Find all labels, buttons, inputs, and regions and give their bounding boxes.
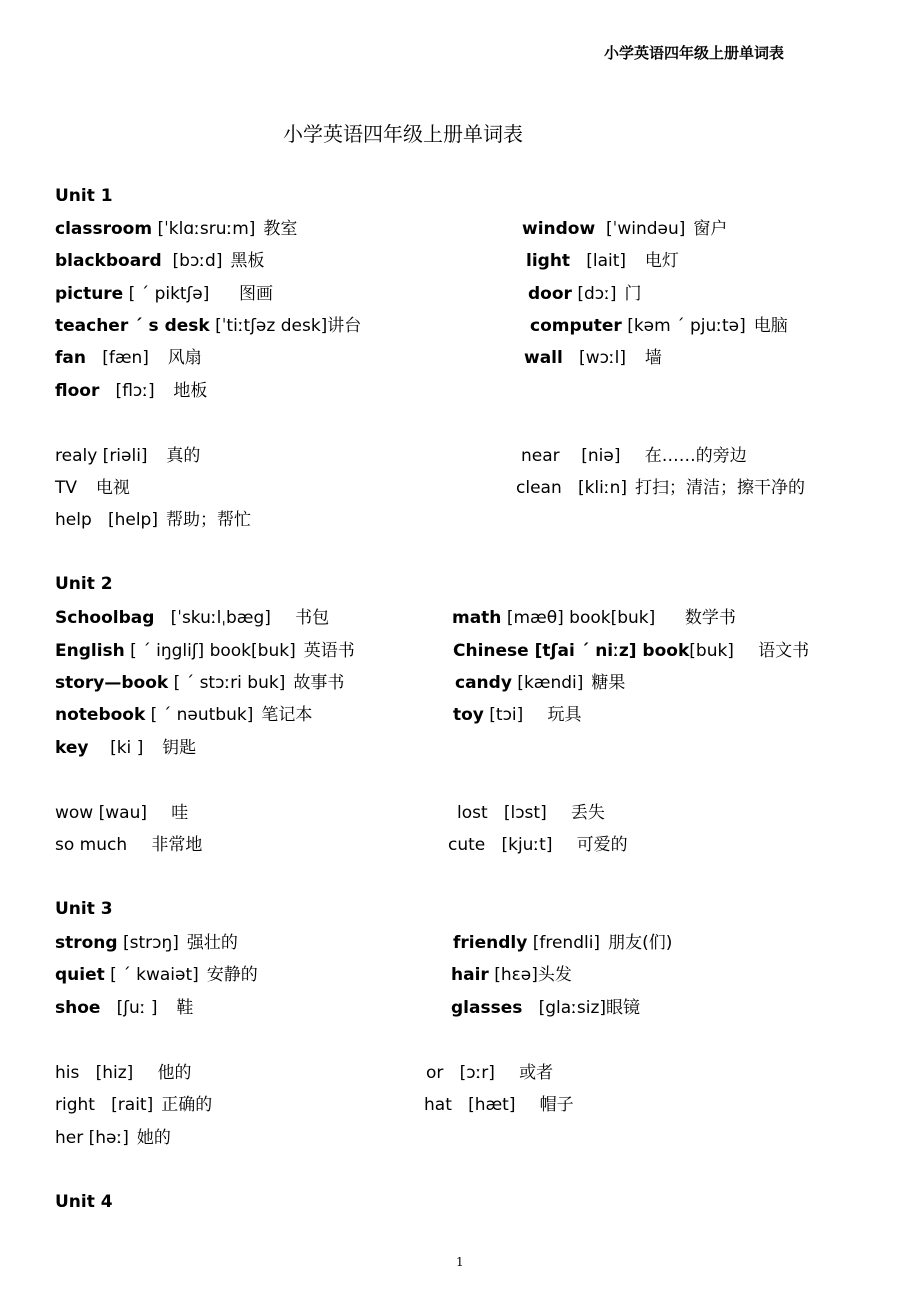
vocab-entry: teacher ˊ s desk [ˈtiːtʃəz desk]讲台	[55, 316, 362, 336]
vocab-entry: shoe [ʃuː ] 鞋	[55, 998, 194, 1018]
vocab-entry: lost [lɔst] 丢失	[457, 803, 605, 823]
vocab-entry: friendly [frendli] 朋友(们)	[453, 933, 673, 953]
vocab-entry: classroom [ˈklɑːsruːm] 教室	[55, 219, 298, 239]
vocab-entry: blackboard [bɔːd] 黑板	[55, 251, 265, 271]
vocab-entry: key [ki ] 钥匙	[55, 738, 197, 758]
vocab-entry: door [dɔː] 门	[528, 284, 642, 304]
vocab-entry: right [rait] 正确的	[55, 1095, 213, 1115]
vocab-entry: wow [wau] 哇	[55, 803, 189, 823]
vocab-entry: strong [strɔŋ] 强壮的	[55, 933, 238, 953]
vocab-entry: help [help] 帮助；帮忙	[55, 510, 251, 530]
vocab-entry: hat [hæt] 帽子	[424, 1095, 574, 1115]
unit-heading: Unit 3	[55, 899, 113, 919]
page-title: 小学英语四年级上册单词表	[283, 122, 523, 146]
vocab-entry: glasses [glaːsiz]眼镜	[451, 998, 640, 1018]
vocab-entry: light [lait] 电灯	[526, 251, 679, 271]
vocab-entry: hair [hɛə]头发	[451, 965, 572, 985]
vocab-entry: TV 电视	[55, 478, 130, 498]
vocab-entry: notebook [ ˊ nəutbuk] 笔记本	[55, 705, 313, 725]
vocab-entry: so much 非常地	[55, 835, 203, 855]
page-header: 小学英语四年级上册单词表	[604, 44, 785, 62]
vocab-entry: toy [tɔi] 玩具	[453, 705, 582, 725]
vocab-entry: realy [riəli] 真的	[55, 446, 201, 466]
unit-heading: Unit 2	[55, 574, 113, 594]
vocab-entry: Chinese [tʃai ˊ niːz] book[buk] 语文书	[453, 641, 810, 661]
vocab-entry: or [ɔːr] 或者	[426, 1063, 554, 1083]
vocab-entry: near [niə] 在……的旁边	[521, 446, 747, 466]
vocab-entry: fan [fæn] 风扇	[55, 348, 202, 368]
unit-heading: Unit 4	[55, 1192, 113, 1212]
vocab-entry: his [hiz] 他的	[55, 1063, 192, 1083]
vocab-entry: wall [wɔːl] 墙	[524, 348, 662, 368]
vocab-entry: window [ˈwindəu] 窗户	[522, 219, 728, 239]
page-number: 1	[456, 1255, 464, 1269]
vocab-entry: quiet [ ˊ kwaiət] 安静的	[55, 965, 258, 985]
vocab-entry: candy [kændi] 糖果	[455, 673, 626, 693]
vocab-entry: clean [kliːn] 打扫；清洁；擦干净的	[516, 478, 806, 498]
vocab-entry: cute [kjuːt] 可爱的	[448, 835, 628, 855]
vocab-entry: floor [flɔː] 地板	[55, 381, 208, 401]
vocab-entry: computer [kəm ˊ pjuːtə] 电脑	[530, 316, 788, 336]
vocab-entry: Schoolbag [ˈskuːlˌbæg] 书包	[55, 608, 330, 628]
vocab-entry: story—book [ ˊ stɔːri buk] 故事书	[55, 673, 345, 693]
vocab-entry: English [ ˊ iŋgliʃ] book[buk] 英语书	[55, 641, 355, 661]
vocab-entry: picture [ ˊ piktʃə] 图画	[55, 284, 274, 304]
unit-heading: Unit 1	[55, 186, 113, 206]
vocab-entry: her [həː] 她的	[55, 1128, 171, 1148]
vocab-entry: math [mæθ] book[buk] 数学书	[452, 608, 736, 628]
